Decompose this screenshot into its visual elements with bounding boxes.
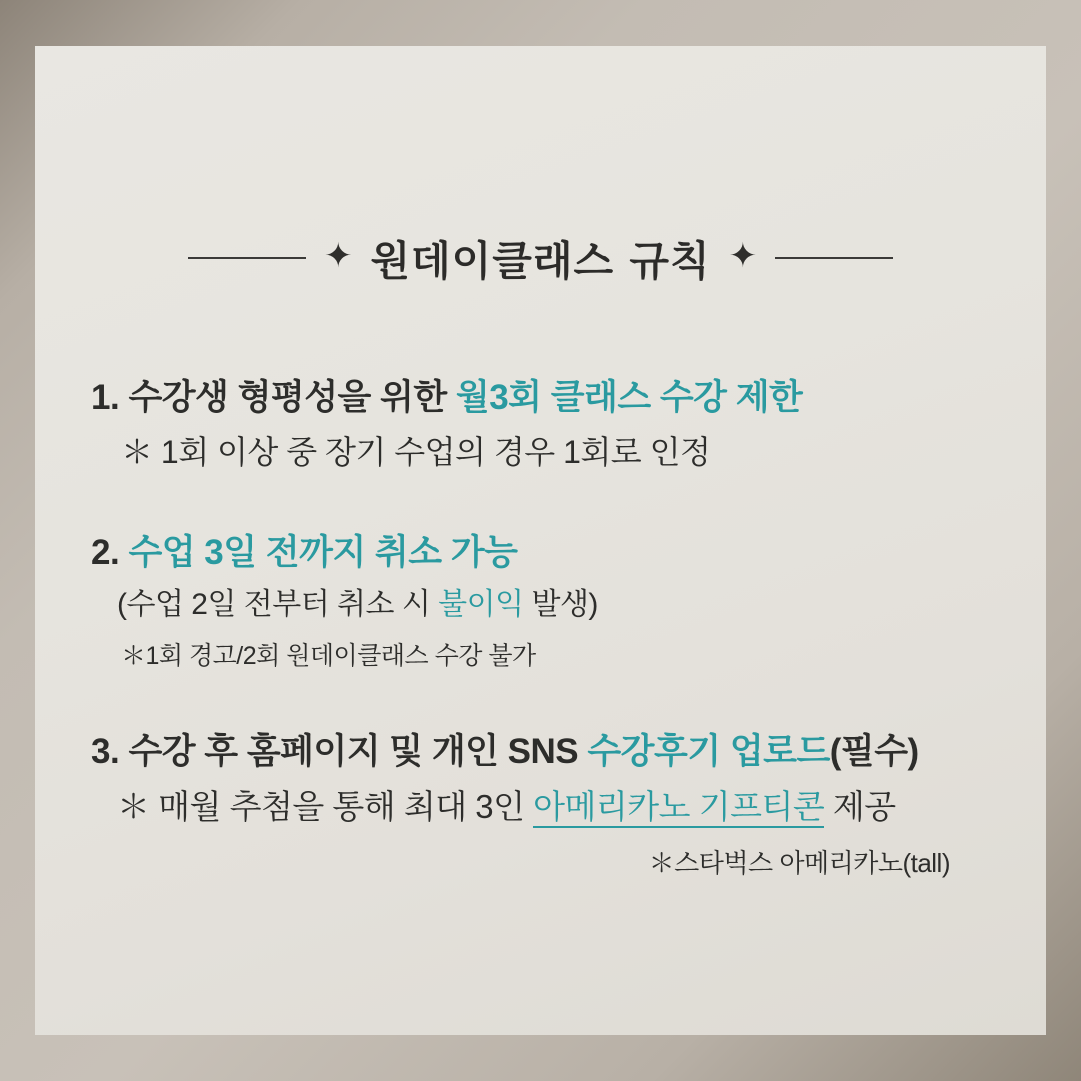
rules-list — [35, 376, 1046, 880]
rule-1-text: 수강생 형평성을 위한 — [128, 378, 456, 417]
rule-3-sub-prefix: ＊ 매월 추첨을 통해 최대 3인 — [117, 787, 534, 825]
rule-1-subnote: ＊ 1회 이상 중 장기 수업의 경우 1회로 인정 — [121, 433, 711, 470]
rule-1-number: 1. — [91, 378, 120, 417]
rule-3-sub-highlight: 아메리카노 기프티콘 — [533, 788, 824, 828]
rule-2-subline — [91, 585, 990, 624]
title-row — [35, 228, 1046, 287]
sparkle-icon-left: ✦ — [323, 236, 353, 275]
rule-3-highlight: 수강후기 업로드 — [587, 732, 830, 772]
divider-left — [188, 257, 306, 259]
sparkle-icon-right: ✦ — [728, 236, 758, 275]
rule-2-note: ＊1회 경고/2회 원데이클래스 수강 불가 — [121, 642, 536, 671]
rule-3-heading — [91, 730, 990, 774]
divider-right — [775, 257, 893, 259]
rule-2-heading — [91, 531, 990, 575]
rule-3-subline — [91, 786, 990, 829]
rule-2-sub-prefix: (수업 2일 전부터 취소 시 — [117, 588, 439, 622]
rule-3-text: 수강 후 홈페이지 및 개인 SNS — [128, 732, 588, 772]
rule-3-sub-suffix: 제공 — [824, 787, 896, 825]
rule-1-highlight: 월3회 클래스 수강 제한 — [455, 378, 803, 417]
rule-2-number: 2. — [91, 533, 120, 573]
rule-item-2 — [91, 531, 990, 672]
rule-2-highlight: 수업 3일 전까지 취소 가능 — [128, 533, 518, 573]
rule-item-3 — [91, 730, 990, 880]
rule-3-number: 3. — [91, 732, 120, 772]
rule-2-sub-suffix: 발생) — [523, 588, 598, 622]
rule-item-1 — [91, 376, 990, 473]
poster-card — [35, 46, 1046, 1035]
rule-1-heading — [91, 376, 990, 420]
rule-3-note: ＊스타벅스 아메리카노(tall) — [648, 847, 950, 878]
rule-3-suffix: (필수) — [829, 732, 919, 772]
page-title: 원데이클래스 규칙 — [370, 237, 711, 285]
rule-2-sub-highlight: 불이익 — [438, 588, 524, 622]
